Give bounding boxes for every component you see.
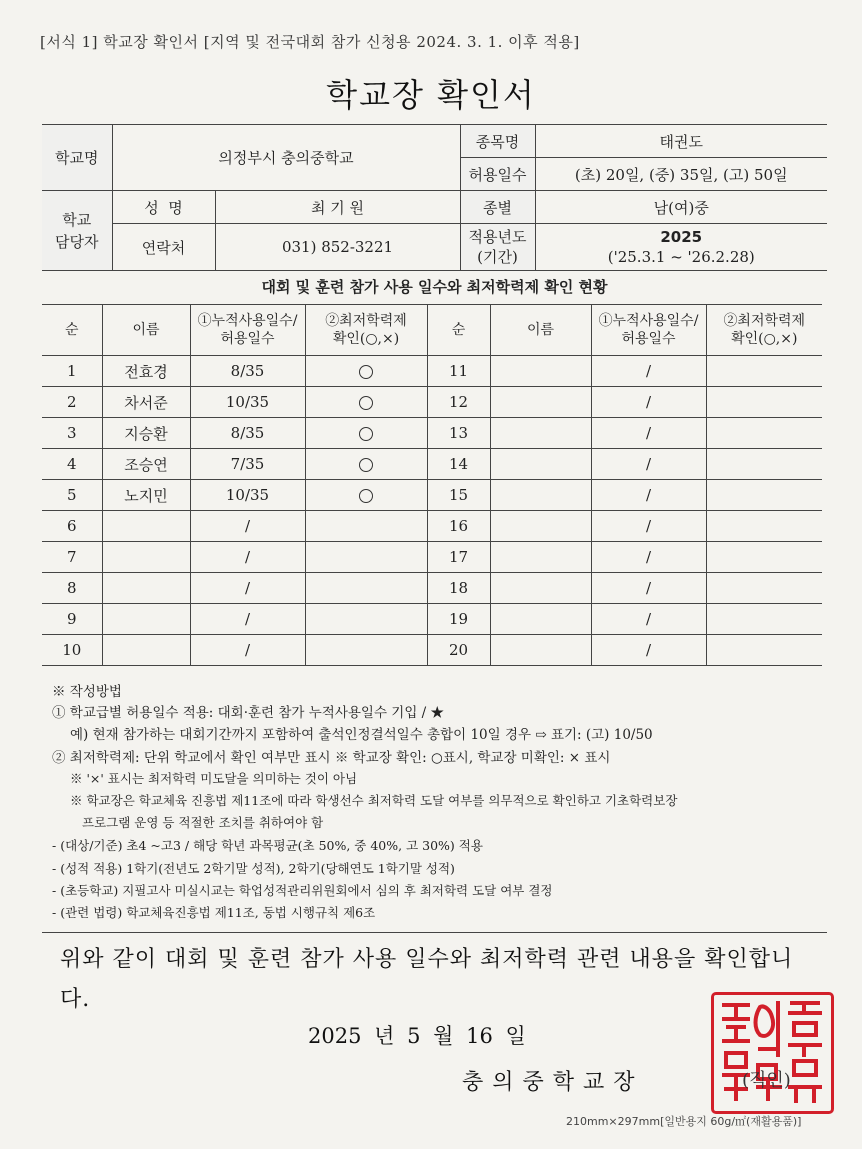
check-cell [305,449,427,480]
guide-line-5: ※ 학교장은 학교체육 진흥법 제11조에 따라 학생선수 최저학력 도달 여부를 의무적으로 확인하고 기초학력보장 [70,793,678,808]
seq-cell: 4 [42,449,102,480]
name-cell [490,635,591,666]
check-cell [706,387,822,418]
seal-glyph-icon [714,995,831,1111]
guide-line-7: - (대상/기준) 초4 ~고3 / 해당 학년 과목평균(초 50%, 중 40%, 고 30%) 적용 [52,838,483,853]
used-days-cell: 10/35 [190,387,305,418]
name-cell [102,635,190,666]
sport-value: 태권도 [535,125,827,158]
student-status-table [42,304,822,666]
check-cell [305,573,427,604]
used-days-cell: / [190,635,305,666]
check-cell [305,387,427,418]
seq-cell: 1 [42,356,102,387]
name-cell [490,573,591,604]
year-label [460,224,535,271]
gender-value: 남(여)중 [535,191,827,224]
seq-cell: 15 [427,480,490,511]
header-row [42,305,822,356]
seq-cell: 12 [427,387,490,418]
used-days-cell: / [591,604,706,635]
check-cell [706,604,822,635]
circle-mark-icon [359,427,373,441]
contact-value: 031) 852-3221 [215,224,460,271]
used-days-cell: / [591,573,706,604]
seq-cell: 13 [427,418,490,449]
table-row [42,635,822,666]
status-table-title: 대회 및 훈련 참가 사용 일수와 최저학력제 확인 현황 [261,278,608,296]
name-cell [102,604,190,635]
seq-cell: 18 [427,573,490,604]
apply-year: 2025 [660,228,703,246]
name-cell [490,356,591,387]
check-cell [706,356,822,387]
allowed-days-label: 허용일수 [460,158,535,191]
name-cell [490,604,591,635]
seq-cell: 11 [427,356,490,387]
allowed-days-value: (초) 20일, (중) 35일, (고) 50일 [535,158,827,191]
header-min-academic [305,305,427,356]
check-cell [305,511,427,542]
table-row [42,418,822,449]
name-cell [102,511,190,542]
check-cell [305,635,427,666]
check-cell [706,449,822,480]
guide-line-10: - (관련 법령) 학교체육진흥법 제11조, 동법 시행규칙 제6조 [52,905,376,920]
year-label-line2: (기간) [477,248,518,266]
name-cell [490,387,591,418]
header-used-line2-right: 허용일수 [621,331,676,347]
header-min-academic-right [706,305,822,356]
table-row [42,542,822,573]
header-used-days [190,305,305,356]
table-row [42,449,822,480]
name-value: 최 기 원 [215,191,460,224]
header-used-line1: ①누적사용일수/ [197,313,298,329]
issue-date: 2025 년 5 월 16 일 [308,1024,526,1048]
name-cell [490,480,591,511]
guide-line-8: - (성적 적용) 1학기(전년도 2학기말 성적), 2학기(당해연도 1학기말 성적) [52,861,455,876]
manager-label-line1: 학교 [62,210,92,229]
used-days-cell: / [591,449,706,480]
used-days-cell: 8/35 [190,356,305,387]
guide-heading: ※ 작성방법 [52,684,122,700]
seq-cell: 20 [427,635,490,666]
seq-cell: 3 [42,418,102,449]
guide-line-2: 예) 현재 참가하는 대회기간까지 포함하여 출석인정결석일수 총합이 10일 경우 ⇨ 표기: (고) 10/50 [70,727,653,743]
seal-mark-text: (직인) [742,1070,791,1091]
used-days-cell: 8/35 [190,418,305,449]
header-check-line1: ②최저학력제 [325,313,407,329]
table-row [42,387,822,418]
check-cell [706,635,822,666]
guide-line-3: ② 최저학력제: 단위 학교에서 확인 여부만 표시 ※ 학교장 확인: ○표시, 학교장 미확인: × 표시 [52,750,611,766]
seq-cell: 14 [427,449,490,480]
header-used-line2: 허용일수 [220,331,275,347]
seq-cell: 6 [42,511,102,542]
used-days-cell: / [591,511,706,542]
guide-line-1: ① 학교급별 허용일수 적용: 대회·훈련 참가 누적사용일수 기입 / ★ [52,705,444,721]
sport-label: 종목명 [460,125,535,158]
name-cell: 지승환 [102,418,190,449]
name-cell: 전효경 [102,356,190,387]
seq-cell: 9 [42,604,102,635]
used-days-cell: 7/35 [190,449,305,480]
name-cell [490,449,591,480]
year-value [535,224,827,271]
table-row [42,604,822,635]
seq-cell: 19 [427,604,490,635]
seq-cell: 2 [42,387,102,418]
guide-line-4: ※ '×' 표시는 최저학력 미도달을 의미하는 것이 아님 [70,771,358,786]
divider [42,932,827,933]
school-name: 의정부시 충의중학교 [112,125,460,191]
name-cell [490,511,591,542]
used-days-cell: / [190,542,305,573]
name-cell [490,418,591,449]
year-label-line1: 적용년도 [468,228,527,246]
table-row [42,480,822,511]
used-days-cell: / [591,418,706,449]
header-name: 이름 [102,305,190,356]
check-cell [706,511,822,542]
principal-title: 충의중학교장 [462,1070,644,1095]
check-cell [706,418,822,449]
name-cell [102,573,190,604]
school-info-table [42,124,827,271]
header-used-line1-right: ①누적사용일수/ [598,313,699,329]
seq-cell: 10 [42,635,102,666]
check-cell [305,356,427,387]
seq-cell: 17 [427,542,490,573]
gender-label: 종별 [460,191,535,224]
header-name-right: 이름 [490,305,591,356]
guide-line-9: - (초등학교) 지필고사 미실시교는 학업성적관리위원회에서 심의 후 최저학력 도달 여부 결정 [52,883,553,898]
check-cell [706,480,822,511]
official-seal [711,992,834,1114]
table-row [42,573,822,604]
circle-mark-icon [359,489,373,503]
table-row [42,356,822,387]
header-check-line2-right: 확인(○,×) [731,331,798,347]
form-tag: [서식 1] 학교장 확인서 [지역 및 전국대회 참가 신청용 2024. 3. 1. 이후 적용] [40,33,580,51]
used-days-cell: / [591,356,706,387]
circle-mark-icon [359,365,373,379]
table-row [42,511,822,542]
header-check-line2: 확인(○,×) [332,331,400,347]
header-seq: 순 [42,305,102,356]
school-label: 학교명 [42,125,112,191]
used-days-cell: 10/35 [190,480,305,511]
seq-cell: 5 [42,480,102,511]
circle-mark-icon [359,396,373,410]
contact-label: 연락처 [112,224,215,271]
check-cell [305,418,427,449]
used-days-cell: / [190,604,305,635]
circle-mark-icon [359,458,373,472]
check-cell [305,542,427,573]
check-cell [305,604,427,635]
check-cell [706,573,822,604]
used-days-cell: / [591,542,706,573]
apply-period: ('25.3.1 ~ '26.2.28) [607,248,755,266]
used-days-cell: / [591,387,706,418]
manager-label [42,191,112,271]
used-days-cell: / [591,480,706,511]
name-label: 성 명 [112,191,215,224]
check-cell [706,542,822,573]
used-days-cell: / [591,635,706,666]
used-days-cell: / [190,573,305,604]
document-title: 학교장 확인서 [326,76,536,114]
seq-cell: 7 [42,542,102,573]
header-seq-right: 순 [427,305,490,356]
seq-cell: 8 [42,573,102,604]
check-cell [305,480,427,511]
used-days-cell: / [190,511,305,542]
guide-line-6: 프로그램 운영 등 적절한 조치를 취하여야 함 [82,815,324,830]
name-cell [102,542,190,573]
confirmation-text: 위와 같이 대회 및 훈련 참가 사용 일수와 최저학력 관련 내용을 확인합니다. [60,947,794,1012]
header-check-line1-right: ②최저학력제 [723,313,806,329]
manager-label-line2: 담당자 [55,232,99,251]
name-cell: 조승연 [102,449,190,480]
name-cell: 노지민 [102,480,190,511]
seq-cell: 16 [427,511,490,542]
paper-spec: 210mm×297mm[일반용지 60g/㎡(재활용품)] [566,1115,802,1128]
name-cell: 차서준 [102,387,190,418]
name-cell [490,542,591,573]
header-used-days-right [591,305,706,356]
